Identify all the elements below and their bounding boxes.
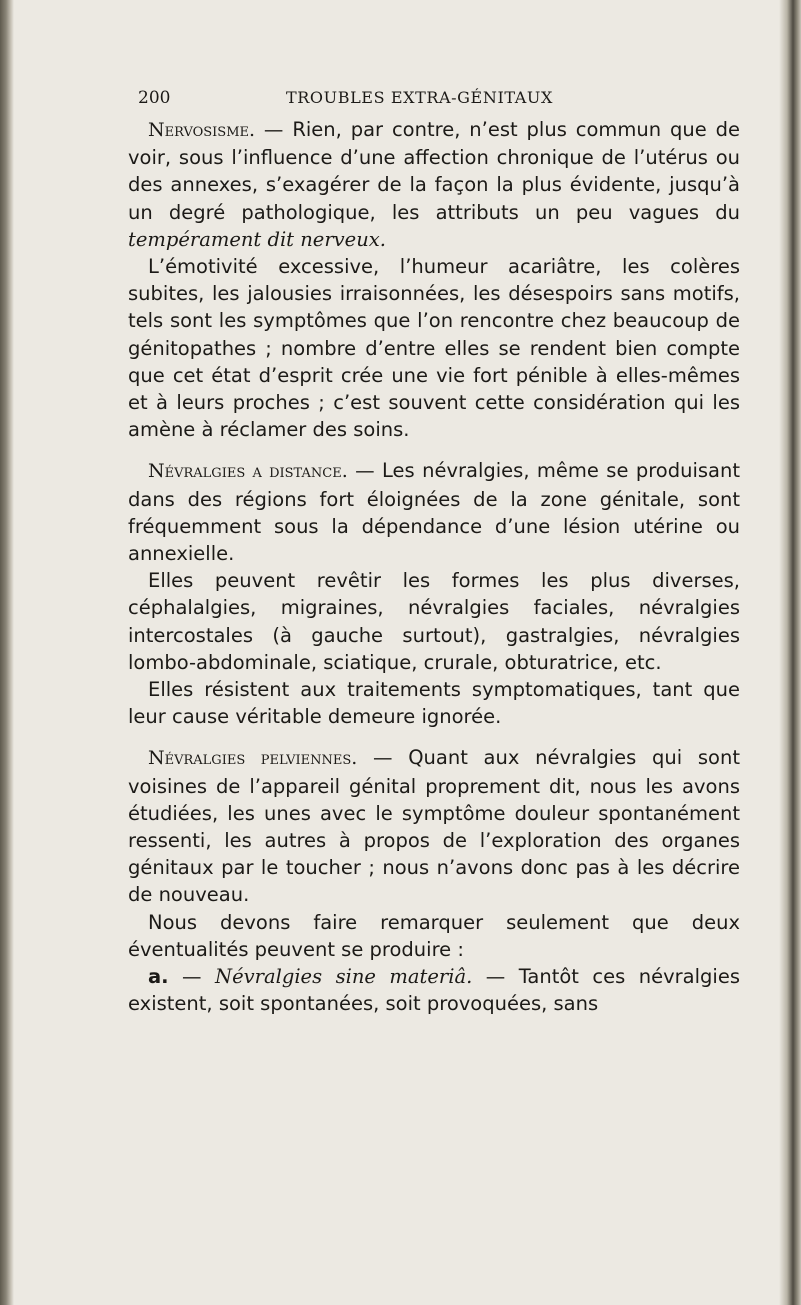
- heading-nevralgies-pelviennes: Névralgies pelviennes.: [148, 747, 358, 770]
- page-number: 200: [138, 88, 171, 108]
- paragraph-formes: Elles peuvent revêtir les formes les plus diverses, céphalalgies, migraines, névralgies faciales, névralgies intercostales (à gauche surtout), gastralgies, névralgies lombo-abdominale, sciatique, crurale, obturatrice, etc.: [128, 569, 740, 674]
- nervosisme-text: — Rien, par contre, n’est plus commun que de voir, sous l’influence d’une affection chronique de l’utérus ou des annexes, s’exagérer de la façon la plus évidente, jusqu’à un degré pathologique, les attributs un peu vagues du: [128, 118, 740, 224]
- book-gutter-shadow: [0, 0, 14, 1305]
- paragraph-sine-materia: [128, 963, 740, 1017]
- pelviennes-text: — Quant aux névralgies qui sont voisines de l’appareil génital proprement dit, nous les avons étudiées, les unes avec le symptôme douleur spontanément ressenti, les autres à propos de l’exploration des organes génitaux par le toucher ; nous n’avons donc pas à les décrire de nouveau.: [128, 746, 740, 907]
- heading-nevralgies-distance: Névralgies a distance.: [148, 460, 348, 483]
- paragraph-nervosisme: [128, 116, 740, 253]
- distance-text: — Les névralgies, même se produisant dans des régions fort éloignées de la zone génitale, sont fréquemment sous la dépendance d’une lésion utérine ou annexielle.: [128, 459, 741, 566]
- item-letter: a.: [148, 965, 169, 989]
- item-dash: —: [168, 965, 216, 989]
- nervosisme-italic: tempérament dit nerveux.: [128, 227, 386, 251]
- book-page: [128, 76, 740, 1018]
- paragraph-nevralgies-pelviennes: [128, 744, 740, 908]
- paragraph-nevralgies-distance: [128, 457, 740, 567]
- item-text: — Tantôt ces névralgies existent, soit spontanées, soit provoquées, sans: [128, 965, 740, 1016]
- item-italic-title: Névralgies sine materiâ.: [215, 965, 473, 989]
- paragraph-remarquer: Nous devons faire remarquer seulement que deux éventualités peuvent se produire :: [128, 910, 740, 961]
- running-title: TROUBLES EXTRA-GÉNITAUX: [286, 88, 553, 107]
- page-edge-shadow: [779, 0, 801, 1305]
- paragraph-emotivite: L’émotivité excessive, l’humeur acariâtre, les colères subites, les jalousies irraisonnées, les désespoirs sans motifs, tels sont les symptômes que l’on rencontre chez beaucoup de génitopathes ; nombre d’entre elles se rendent bien compte que cet état d’esprit crée une vie fort pénible à elles-mêmes et à leurs proches ; c’est souvent cette considération qui les amène à réclamer des soins.: [128, 255, 740, 442]
- running-head: [128, 76, 740, 116]
- heading-nervosisme: Nervosisme.: [148, 119, 256, 141]
- paragraph-resistent: Elles résistent aux traitements symptomatiques, tant que leur cause véritable demeure ignorée.: [128, 678, 740, 729]
